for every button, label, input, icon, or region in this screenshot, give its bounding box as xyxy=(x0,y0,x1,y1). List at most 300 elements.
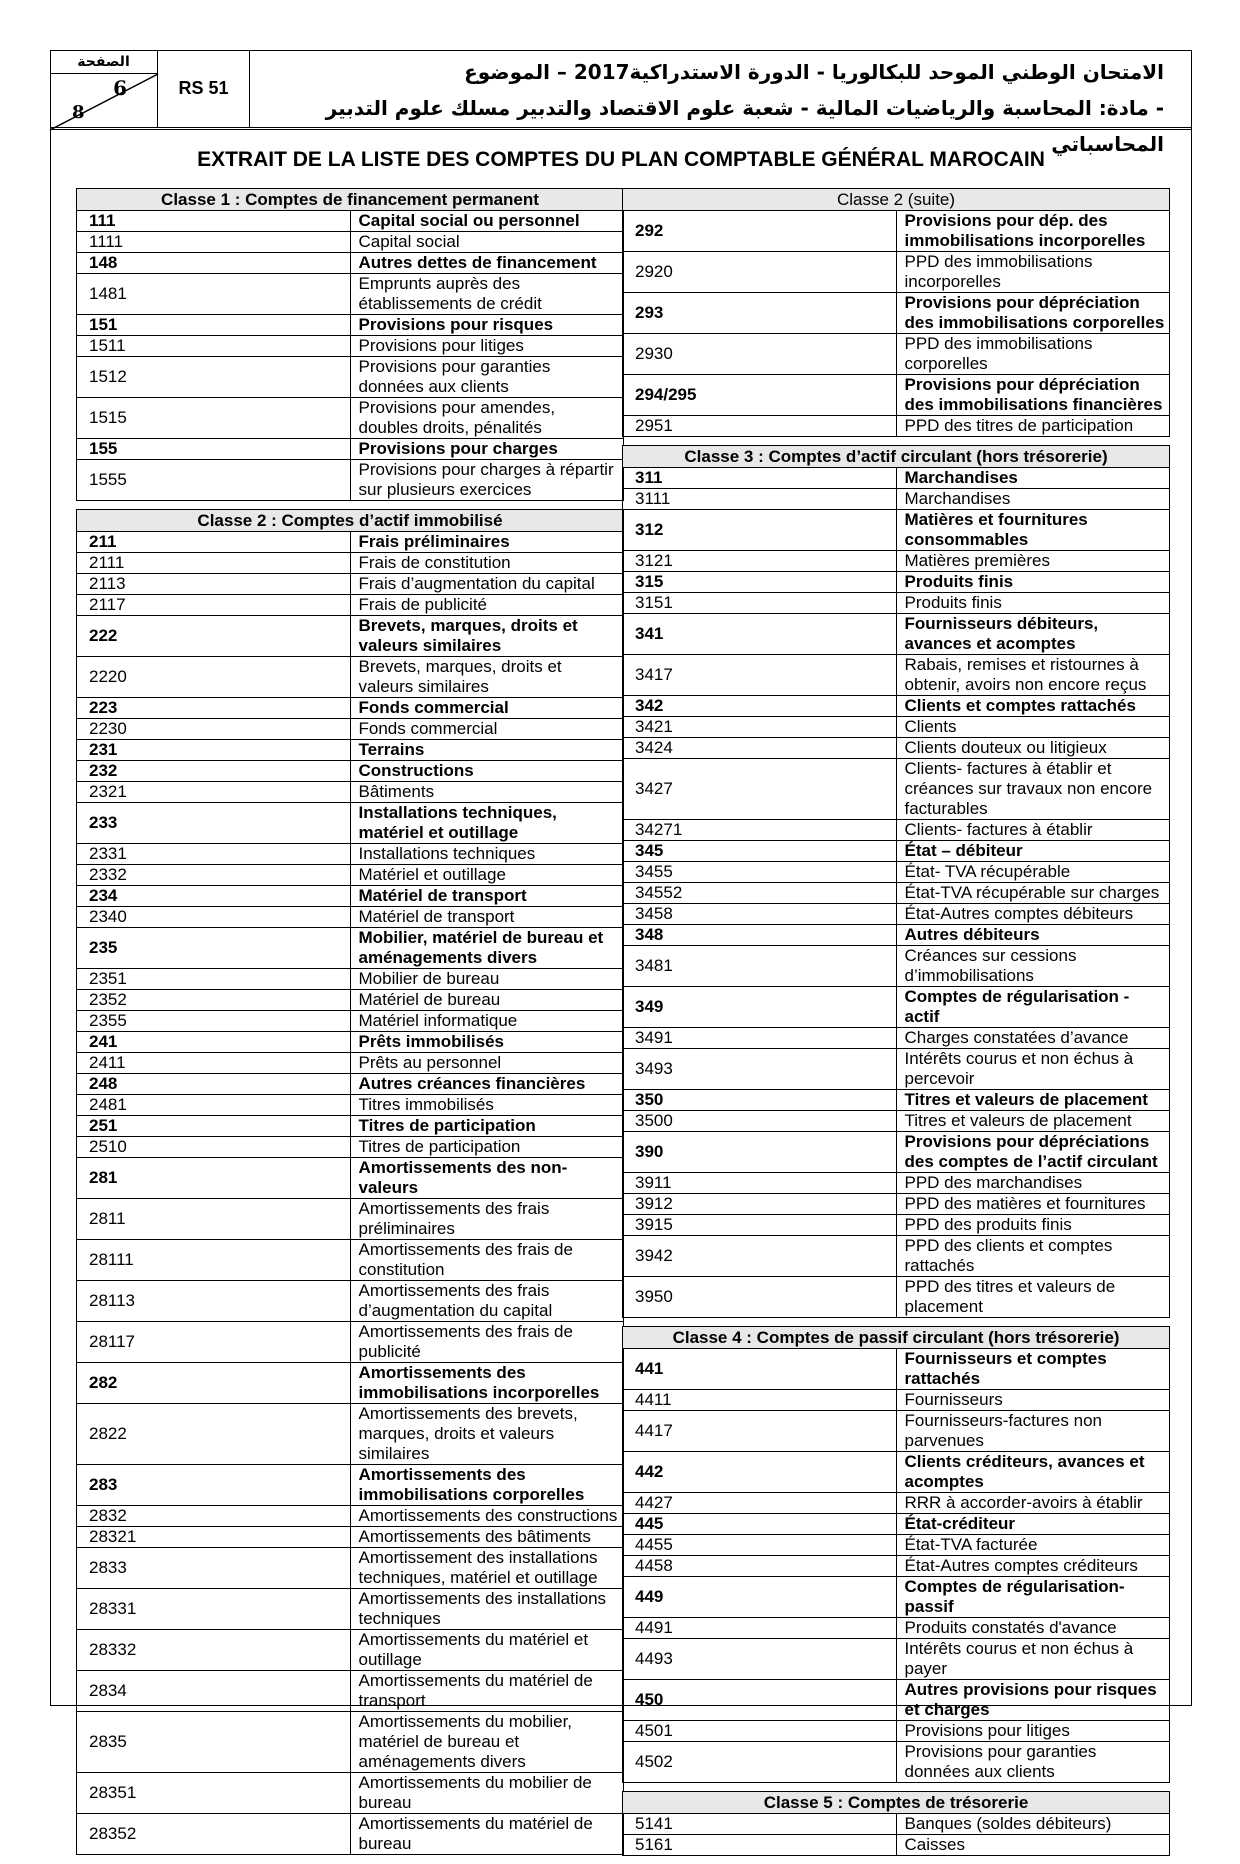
account-code: 3417 xyxy=(623,655,897,696)
table-row xyxy=(623,1390,1170,1411)
account-label: Amortissements du mobilier, matériel de bureau et aménagements divers xyxy=(350,1712,624,1773)
account-code: 4458 xyxy=(623,1556,897,1577)
account-label: Matières et fournitures consommables xyxy=(896,510,1170,551)
table-row xyxy=(623,614,1170,655)
account-code: 341 xyxy=(623,614,897,655)
account-label: Prêts immobilisés xyxy=(350,1032,624,1053)
account-label: Mobilier de bureau xyxy=(350,969,624,990)
account-label: Comptes de régularisation-passif xyxy=(896,1577,1170,1618)
table-title: Classe 3 : Comptes d’actif circulant (hors trésorerie) xyxy=(623,446,1170,468)
account-code: 28331 xyxy=(77,1589,351,1630)
table-row xyxy=(623,904,1170,925)
account-code: 3912 xyxy=(623,1194,897,1215)
page-label: الصفحة xyxy=(50,52,157,74)
account-label: Amortissements des brevets, marques, droits et valeurs similaires xyxy=(350,1404,624,1465)
table-row xyxy=(623,1111,1170,1132)
account-label: État-créditeur xyxy=(896,1514,1170,1535)
account-code: 4491 xyxy=(623,1618,897,1639)
table-row xyxy=(77,616,624,657)
account-code: 283 xyxy=(77,1465,351,1506)
account-code: 348 xyxy=(623,925,897,946)
table-row xyxy=(623,1835,1170,1856)
table-row xyxy=(623,1132,1170,1173)
table-row xyxy=(77,1095,624,1116)
account-code: 4501 xyxy=(623,1721,897,1742)
account-code: 248 xyxy=(77,1074,351,1095)
table-row xyxy=(77,740,624,761)
account-label: Clients- factures à établir et créances sur travaux non encore facturables xyxy=(896,759,1170,820)
account-code: 232 xyxy=(77,761,351,782)
table-row xyxy=(623,252,1170,293)
account-label: Fournisseurs-factures non parvenues xyxy=(896,1411,1170,1452)
table-row xyxy=(77,1814,624,1855)
account-label: Produits finis xyxy=(896,572,1170,593)
account-label: Matériel de bureau xyxy=(350,990,624,1011)
account-label: PPD des titres et valeurs de placement xyxy=(896,1277,1170,1318)
account-label: État-TVA récupérable sur charges xyxy=(896,883,1170,904)
table-row xyxy=(623,1277,1170,1318)
account-code: 28321 xyxy=(77,1527,351,1548)
account-label: PPD des marchandises xyxy=(896,1173,1170,1194)
account-table xyxy=(76,509,624,1855)
table-row xyxy=(77,844,624,865)
exam-header xyxy=(50,50,1192,156)
account-code: 441 xyxy=(623,1349,897,1390)
account-code: 390 xyxy=(623,1132,897,1173)
account-table xyxy=(622,1326,1170,1783)
account-label: Banques (soldes débiteurs) xyxy=(896,1814,1170,1835)
account-code: 311 xyxy=(623,468,897,489)
account-label: Amortissements du mobilier de bureau xyxy=(350,1773,624,1814)
account-code: 281 xyxy=(77,1158,351,1199)
account-label: Charges constatées d’avance xyxy=(896,1028,1170,1049)
account-label: Matériel de transport xyxy=(350,886,624,907)
account-label: Provisions pour dépréciation des immobilisations financières xyxy=(896,375,1170,416)
table-row xyxy=(77,1322,624,1363)
table-row xyxy=(623,1556,1170,1577)
account-code: 241 xyxy=(77,1032,351,1053)
account-label: Installations techniques xyxy=(350,844,624,865)
table-row xyxy=(623,820,1170,841)
account-label: Amortissements des frais préliminaires xyxy=(350,1199,624,1240)
table-row xyxy=(623,1514,1170,1535)
table-row xyxy=(77,1527,624,1548)
account-code: 1511 xyxy=(77,336,351,357)
table-row xyxy=(77,1281,624,1322)
account-code: 3491 xyxy=(623,1028,897,1049)
account-label: Amortissements des installations techniques xyxy=(350,1589,624,1630)
table-row xyxy=(77,1011,624,1032)
account-code: 34552 xyxy=(623,883,897,904)
table-row xyxy=(623,1173,1170,1194)
account-label: Provisions pour dépréciations des comptes de l’actif circulant xyxy=(896,1132,1170,1173)
table-row xyxy=(77,532,624,553)
table-row xyxy=(623,883,1170,904)
account-code: 155 xyxy=(77,439,351,460)
account-label: État-Autres comptes créditeurs xyxy=(896,1556,1170,1577)
page-total: 8 xyxy=(72,102,85,123)
account-label: Installations techniques, matériel et outillage xyxy=(350,803,624,844)
account-code: 4411 xyxy=(623,1390,897,1411)
account-code: 2920 xyxy=(623,252,897,293)
table-row xyxy=(77,1363,624,1404)
account-label: Marchandises xyxy=(896,489,1170,510)
account-code: 5141 xyxy=(623,1814,897,1835)
account-code: 222 xyxy=(77,616,351,657)
table-row xyxy=(623,1236,1170,1277)
table-row xyxy=(77,336,624,357)
account-code: 28117 xyxy=(77,1322,351,1363)
account-label: Produits constatés d'avance xyxy=(896,1618,1170,1639)
table-row xyxy=(77,1137,624,1158)
account-code: 2230 xyxy=(77,719,351,740)
account-label: Clients douteux ou litigieux xyxy=(896,738,1170,759)
account-label: Provisions pour charges à répartir sur plusieurs exercices xyxy=(350,460,624,501)
account-label: Amortissements des frais de constitution xyxy=(350,1240,624,1281)
account-code: 2321 xyxy=(77,782,351,803)
account-label: Prêts au personnel xyxy=(350,1053,624,1074)
account-table xyxy=(622,445,1170,1318)
table-row xyxy=(623,717,1170,738)
exam-title-line-2: - مادة: المحاسبة والرياضيات المالية - شعبة علوم الاقتصاد والتدبير مسلك علوم التدبير المحاسباتي xyxy=(325,96,1164,156)
table-row xyxy=(77,928,624,969)
account-table xyxy=(622,188,1170,437)
table-row xyxy=(623,841,1170,862)
account-label: Titres et valeurs de placement xyxy=(896,1111,1170,1132)
account-code: 1555 xyxy=(77,460,351,501)
account-label: Amortissements des bâtiments xyxy=(350,1527,624,1548)
account-label: Amortissement des installations techniques, matériel et outillage xyxy=(350,1548,624,1589)
account-label: Provisions pour garanties données aux clients xyxy=(896,1742,1170,1783)
account-label: Intérêts courus et non échus à percevoir xyxy=(896,1049,1170,1090)
table-row xyxy=(623,1639,1170,1680)
account-label: Autres débiteurs xyxy=(896,925,1170,946)
account-code: 2340 xyxy=(77,907,351,928)
account-label: PPD des clients et comptes rattachés xyxy=(896,1236,1170,1277)
account-code: 4493 xyxy=(623,1639,897,1680)
table-row xyxy=(77,1240,624,1281)
account-label: Caisses xyxy=(896,1835,1170,1856)
account-label: Titres de participation xyxy=(350,1116,624,1137)
table-row xyxy=(77,1074,624,1095)
account-label: Clients- factures à établir xyxy=(896,820,1170,841)
account-label: Matériel et outillage xyxy=(350,865,624,886)
account-code: 315 xyxy=(623,572,897,593)
account-code: 3111 xyxy=(623,489,897,510)
account-label: Amortissements des non-valeurs xyxy=(350,1158,624,1199)
table-row xyxy=(77,439,624,460)
account-code: 292 xyxy=(623,211,897,252)
account-label: Amortissements du matériel de bureau xyxy=(350,1814,624,1855)
account-code: 1515 xyxy=(77,398,351,439)
table-row xyxy=(623,489,1170,510)
account-code: 1111 xyxy=(77,232,351,253)
table-row xyxy=(77,761,624,782)
account-code: 449 xyxy=(623,1577,897,1618)
account-label: État – débiteur xyxy=(896,841,1170,862)
account-label: Comptes de régularisation - actif xyxy=(896,987,1170,1028)
account-code: 223 xyxy=(77,698,351,719)
account-label: PPD des immobilisations incorporelles xyxy=(896,252,1170,293)
table-row xyxy=(77,253,624,274)
table-row xyxy=(77,1116,624,1137)
account-code: 28111 xyxy=(77,1240,351,1281)
table-row xyxy=(77,969,624,990)
account-code: 3121 xyxy=(623,551,897,572)
account-code: 151 xyxy=(77,315,351,336)
table-row xyxy=(623,1618,1170,1639)
table-row xyxy=(623,738,1170,759)
account-code: 111 xyxy=(77,211,351,232)
table-row xyxy=(623,655,1170,696)
table-title: Classe 5 : Comptes de trésorerie xyxy=(623,1792,1170,1814)
account-label: Amortissements des immobilisations incorporelles xyxy=(350,1363,624,1404)
account-label: Provisions pour garanties données aux clients xyxy=(350,357,624,398)
account-label: Frais préliminaires xyxy=(350,532,624,553)
account-code: 294/295 xyxy=(623,375,897,416)
account-code: 2930 xyxy=(623,334,897,375)
account-code: 349 xyxy=(623,987,897,1028)
account-label: Fournisseurs débiteurs, avances et acomptes xyxy=(896,614,1170,655)
account-label: Capital social xyxy=(350,232,624,253)
table-row xyxy=(77,595,624,616)
account-label: PPD des produits finis xyxy=(896,1215,1170,1236)
account-label: Provisions pour charges xyxy=(350,439,624,460)
table-row xyxy=(77,1199,624,1240)
account-label: Amortissements des frais d’augmentation du capital xyxy=(350,1281,624,1322)
account-code: 3427 xyxy=(623,759,897,820)
table-row xyxy=(77,803,624,844)
account-code: 3458 xyxy=(623,904,897,925)
account-code: 3911 xyxy=(623,1173,897,1194)
table-row xyxy=(77,1773,624,1814)
account-label: Fournisseurs xyxy=(896,1390,1170,1411)
page-divider-line xyxy=(50,74,158,130)
table-row xyxy=(623,1493,1170,1514)
account-label: Amortissements des frais de publicité xyxy=(350,1322,624,1363)
account-code: 28351 xyxy=(77,1773,351,1814)
account-label: Mobilier, matériel de bureau et aménagements divers xyxy=(350,928,624,969)
account-label: Créances sur cessions d’immobilisations xyxy=(896,946,1170,987)
table-row xyxy=(623,696,1170,717)
account-label: Autres créances financières xyxy=(350,1074,624,1095)
table-row xyxy=(77,1032,624,1053)
account-code: 233 xyxy=(77,803,351,844)
account-code: 2481 xyxy=(77,1095,351,1116)
table-row xyxy=(77,990,624,1011)
account-code: 1481 xyxy=(77,274,351,315)
account-label: Provisions pour litiges xyxy=(896,1721,1170,1742)
table-row xyxy=(623,375,1170,416)
account-label: Fournisseurs et comptes rattachés xyxy=(896,1349,1170,1390)
account-label: Autres dettes de financement xyxy=(350,253,624,274)
account-code: 2811 xyxy=(77,1199,351,1240)
table-row xyxy=(623,1577,1170,1618)
table-row xyxy=(77,698,624,719)
account-code: 4502 xyxy=(623,1742,897,1783)
account-code: 3500 xyxy=(623,1111,897,1132)
account-label: Amortissements des immobilisations corporelles xyxy=(350,1465,624,1506)
table-row xyxy=(623,1452,1170,1493)
account-code: 235 xyxy=(77,928,351,969)
account-code: 211 xyxy=(77,532,351,553)
table-row xyxy=(77,907,624,928)
table-row xyxy=(77,1404,624,1465)
account-code: 3481 xyxy=(623,946,897,987)
account-code: 442 xyxy=(623,1452,897,1493)
table-title: Classe 2 (suite) xyxy=(623,189,1170,211)
table-row xyxy=(77,315,624,336)
account-code: 34271 xyxy=(623,820,897,841)
account-label: Provisions pour amendes, doubles droits, pénalités xyxy=(350,398,624,439)
account-code: 350 xyxy=(623,1090,897,1111)
account-label: Matériel de transport xyxy=(350,907,624,928)
account-label: Provisions pour dépréciation des immobilisations corporelles xyxy=(896,293,1170,334)
account-label: Marchandises xyxy=(896,468,1170,489)
account-code: 2220 xyxy=(77,657,351,698)
table-title: Classe 1 : Comptes de financement permanent xyxy=(77,189,624,211)
account-code: 345 xyxy=(623,841,897,862)
table-row xyxy=(623,862,1170,883)
account-label: Intérêts courus et non échus à payer xyxy=(896,1639,1170,1680)
account-label: Frais d’augmentation du capital xyxy=(350,574,624,595)
account-code: 312 xyxy=(623,510,897,551)
table-row xyxy=(77,1712,624,1773)
table-row xyxy=(623,416,1170,437)
table-row xyxy=(623,1215,1170,1236)
account-label: Terrains xyxy=(350,740,624,761)
table-row xyxy=(77,1630,624,1671)
account-label: Clients et comptes rattachés xyxy=(896,696,1170,717)
account-code: 1512 xyxy=(77,357,351,398)
account-label: Provisions pour risques xyxy=(350,315,624,336)
table-row xyxy=(77,886,624,907)
account-code: 4417 xyxy=(623,1411,897,1452)
account-label: Rabais, remises et ristournes à obtenir, avoirs non encore reçus xyxy=(896,655,1170,696)
account-code: 2510 xyxy=(77,1137,351,1158)
account-code: 2951 xyxy=(623,416,897,437)
table-row xyxy=(77,357,624,398)
account-code: 2332 xyxy=(77,865,351,886)
table-row xyxy=(77,782,624,803)
exam-code: RS 51 xyxy=(158,50,250,127)
table-row xyxy=(77,274,624,315)
table-row xyxy=(623,572,1170,593)
table-row xyxy=(623,925,1170,946)
document-title: EXTRAIT DE LA LISTE DES COMPTES DU PLAN COMPTABLE GÉNÉRAL MAROCAIN xyxy=(197,148,1045,171)
table-row xyxy=(623,1535,1170,1556)
table-row xyxy=(623,293,1170,334)
account-code: 2113 xyxy=(77,574,351,595)
table-row xyxy=(77,211,624,232)
table-title: Classe 4 : Comptes de passif circulant (hors trésorerie) xyxy=(623,1327,1170,1349)
right-column xyxy=(622,188,1170,1864)
account-code: 450 xyxy=(623,1680,897,1721)
account-code: 3455 xyxy=(623,862,897,883)
account-label: Fonds commercial xyxy=(350,698,624,719)
account-code: 2832 xyxy=(77,1506,351,1527)
table-row xyxy=(77,1506,624,1527)
account-label: PPD des matières et fournitures xyxy=(896,1194,1170,1215)
account-code: 282 xyxy=(77,1363,351,1404)
table-row xyxy=(623,1721,1170,1742)
account-label: Bâtiments xyxy=(350,782,624,803)
page-number-box xyxy=(50,50,158,127)
account-code: 2833 xyxy=(77,1548,351,1589)
account-label: Capital social ou personnel xyxy=(350,211,624,232)
table-row xyxy=(623,1814,1170,1835)
table-row xyxy=(77,719,624,740)
table-row xyxy=(77,1671,624,1712)
account-code: 2355 xyxy=(77,1011,351,1032)
account-label: Constructions xyxy=(350,761,624,782)
account-label: Amortissements des constructions xyxy=(350,1506,624,1527)
account-label: État- TVA récupérable xyxy=(896,862,1170,883)
table-row xyxy=(623,946,1170,987)
table-row xyxy=(623,211,1170,252)
account-table xyxy=(622,1791,1170,1856)
account-code: 28352 xyxy=(77,1814,351,1855)
table-row xyxy=(623,759,1170,820)
account-label: Frais de publicité xyxy=(350,595,624,616)
table-row xyxy=(623,593,1170,614)
table-row xyxy=(623,1090,1170,1111)
account-label: Brevets, marques, droits et valeurs similaires xyxy=(350,616,624,657)
account-code: 2117 xyxy=(77,595,351,616)
account-label: Clients créditeurs, avances et acomptes xyxy=(896,1452,1170,1493)
account-label: Amortissements du matériel et outillage xyxy=(350,1630,624,1671)
table-row xyxy=(623,334,1170,375)
account-code: 251 xyxy=(77,1116,351,1137)
table-row xyxy=(623,1349,1170,1390)
table-row xyxy=(77,1589,624,1630)
account-label: Provisions pour litiges xyxy=(350,336,624,357)
account-code: 2411 xyxy=(77,1053,351,1074)
account-code: 2351 xyxy=(77,969,351,990)
account-code: 234 xyxy=(77,886,351,907)
table-row xyxy=(77,1053,624,1074)
table-row xyxy=(623,468,1170,489)
account-code: 4455 xyxy=(623,1535,897,1556)
account-code: 3915 xyxy=(623,1215,897,1236)
account-code: 2835 xyxy=(77,1712,351,1773)
table-row xyxy=(77,574,624,595)
account-label: Fonds commercial xyxy=(350,719,624,740)
account-label: Titres immobilisés xyxy=(350,1095,624,1116)
table-row xyxy=(623,1680,1170,1721)
table-row xyxy=(77,232,624,253)
exam-title xyxy=(250,50,1192,156)
table-row xyxy=(77,460,624,501)
account-label: Matières premières xyxy=(896,551,1170,572)
account-label: Autres provisions pour risques et charges xyxy=(896,1680,1170,1721)
table-row xyxy=(77,1465,624,1506)
table-row xyxy=(623,510,1170,551)
account-code: 3151 xyxy=(623,593,897,614)
account-code: 3493 xyxy=(623,1049,897,1090)
table-row xyxy=(623,1411,1170,1452)
account-code: 3421 xyxy=(623,717,897,738)
account-label: Frais de constitution xyxy=(350,553,624,574)
account-label: Matériel informatique xyxy=(350,1011,624,1032)
account-label: Provisions pour dép. des immobilisations incorporelles xyxy=(896,211,1170,252)
account-code: 28332 xyxy=(77,1630,351,1671)
account-code: 2111 xyxy=(77,553,351,574)
account-code: 2331 xyxy=(77,844,351,865)
account-label: PPD des titres de participation xyxy=(896,416,1170,437)
table-row xyxy=(623,1028,1170,1049)
account-code: 148 xyxy=(77,253,351,274)
